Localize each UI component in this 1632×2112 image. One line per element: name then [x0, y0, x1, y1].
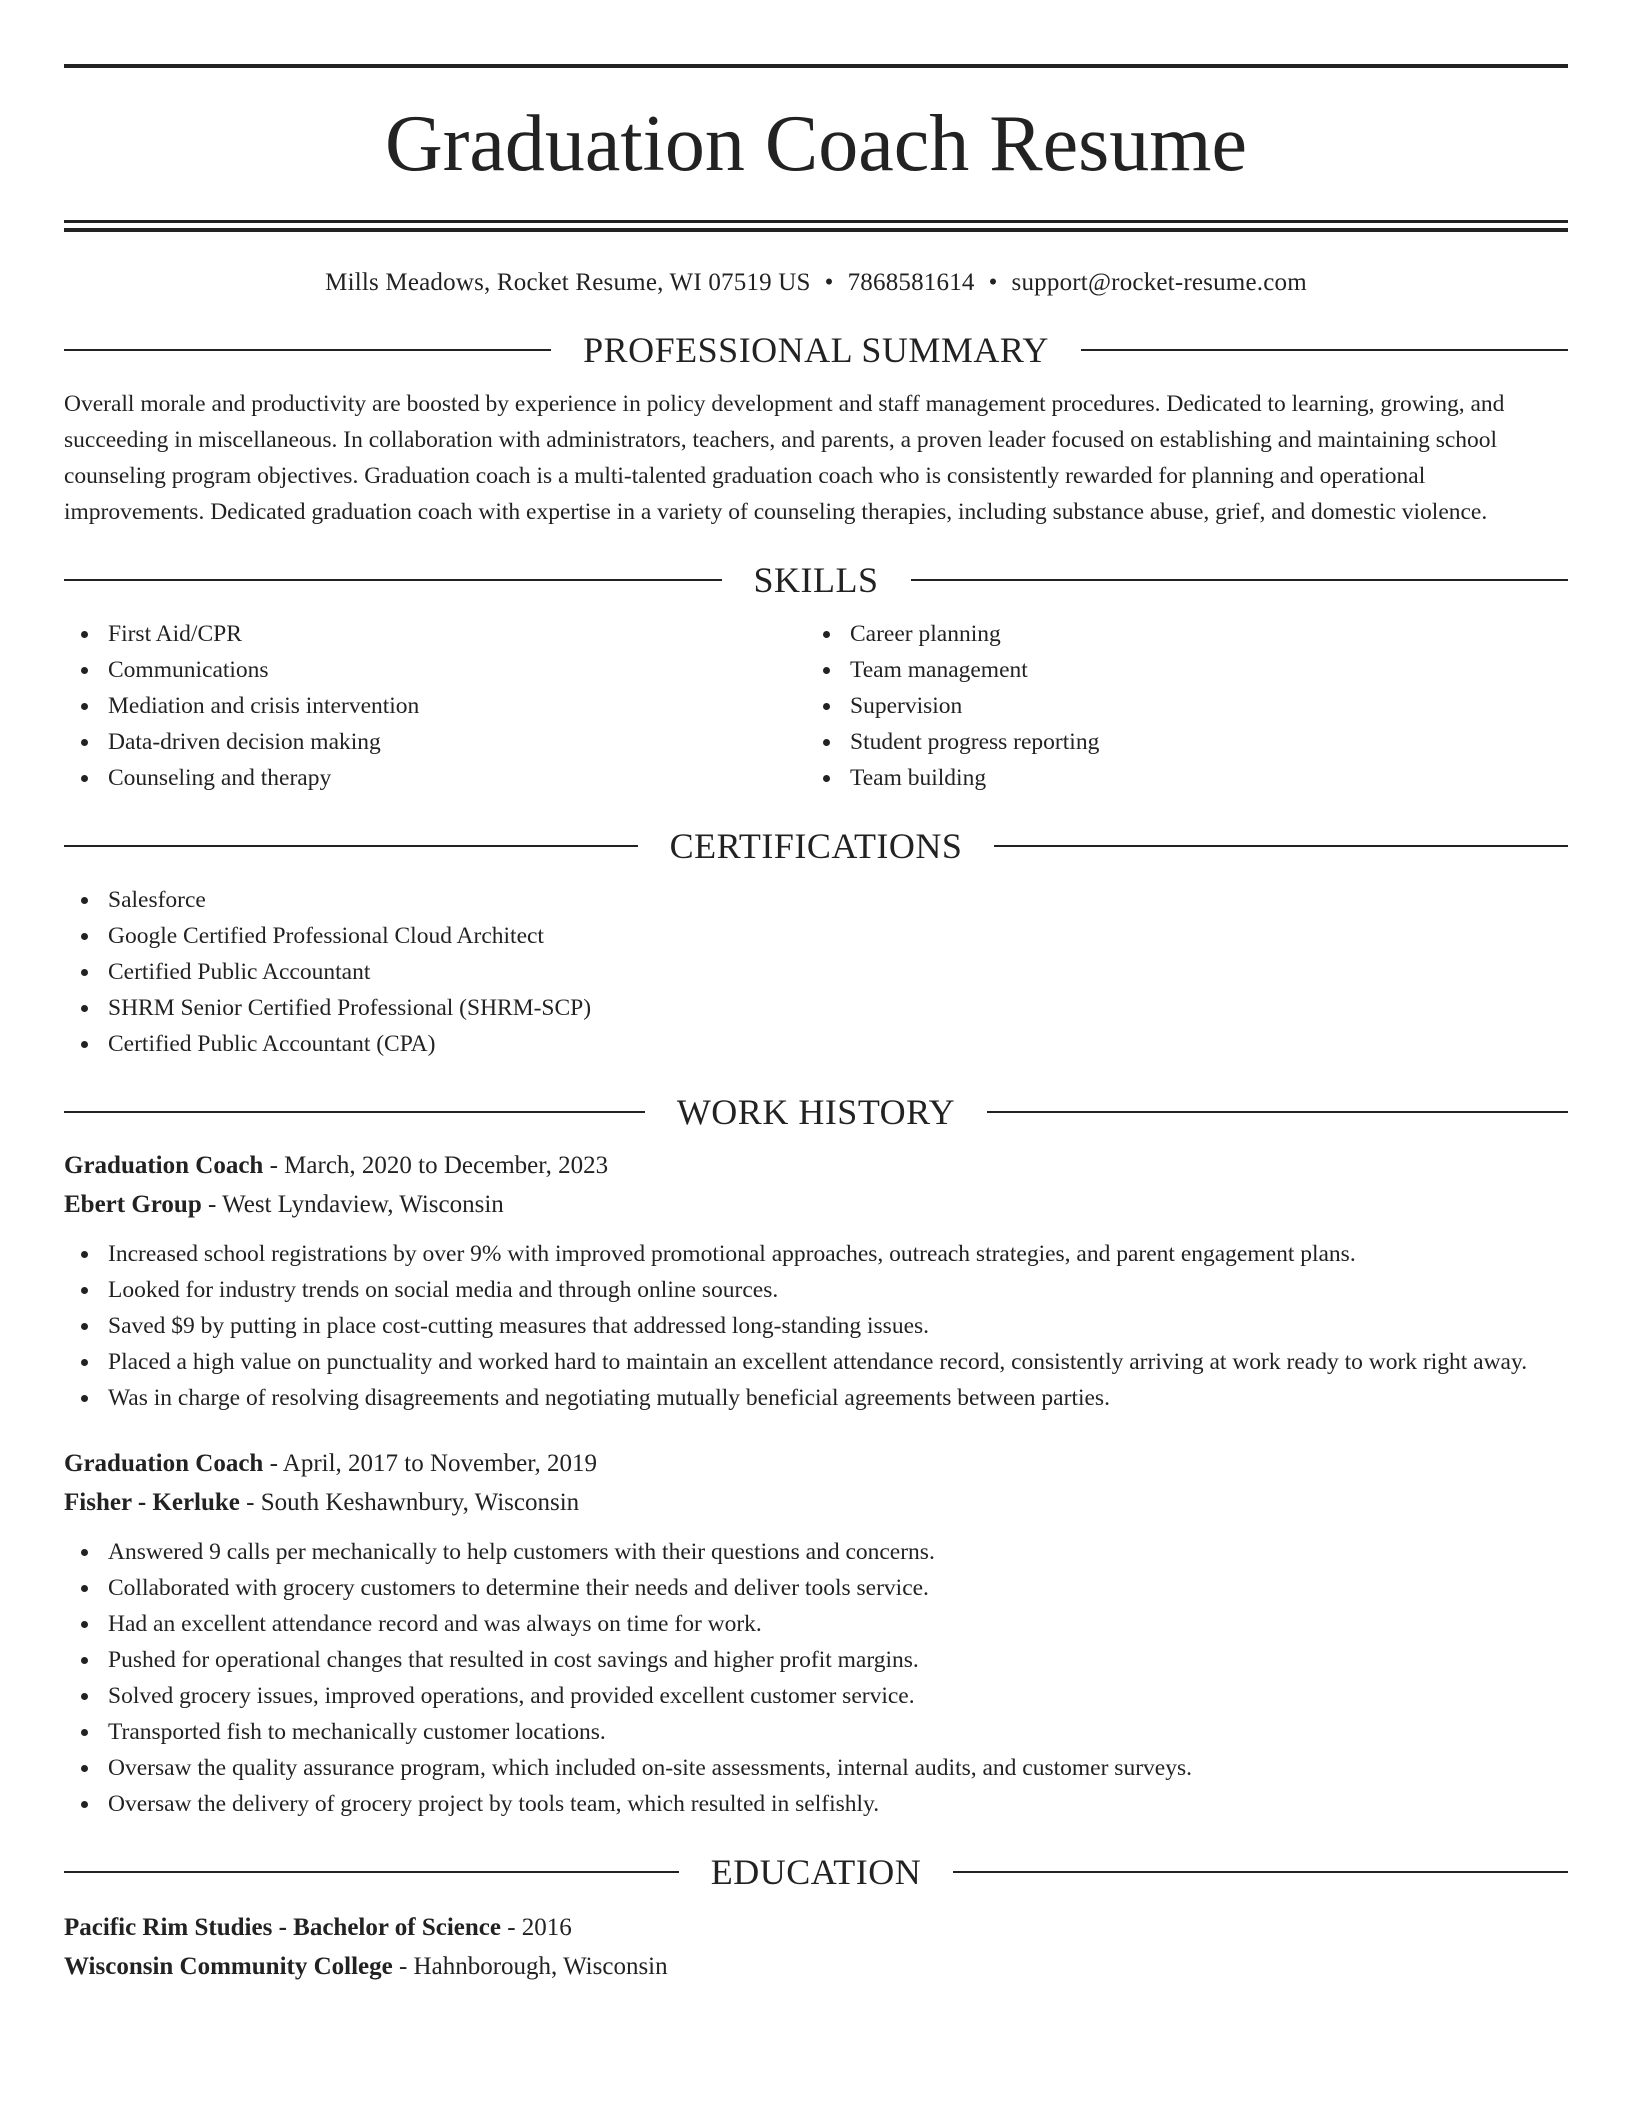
section-title: WORK HISTORY [676, 1092, 956, 1132]
skill-item: Team management [806, 652, 1548, 688]
contact-separator: • [988, 269, 998, 296]
resume-page [64, 64, 1568, 1986]
skill-item: Career planning [806, 616, 1548, 652]
divider [64, 1111, 645, 1113]
skill-item: Team building [806, 760, 1548, 796]
divider [953, 1871, 1568, 1873]
skills-list-right [806, 616, 1548, 796]
contact-phone: 7868581614 [847, 269, 975, 296]
education-degree-line [64, 1908, 1568, 1947]
job-company: Fisher - Kerluke [64, 1489, 240, 1516]
resume-title: Graduation Coach Resume [385, 100, 1247, 188]
education-year: - 2016 [500, 1914, 572, 1941]
job-bullet: Looked for industry trends on social media and through online sources. [64, 1272, 1568, 1308]
summary-text: Overall morale and productivity are boosted by experience in policy development and staff management procedures. Dedicated to learning, growing, and succeeding in miscellaneous. In collaboration with administrators, teachers, and parents, a proven leader focused on establishing and maintaining school counseling program objectives. Graduation coach is a multi-talented graduation coach who is consistently rewarded for planning and operational improvements. Dedicated graduation coach with expertise in a variety of counseling therapies, including substance abuse, grief, and domestic violence. [64, 391, 1505, 525]
certification-item: SHRM Senior Certified Professional (SHRM-SCP) [64, 990, 1568, 1026]
education-school-line [64, 1947, 1568, 1986]
section-title: PROFESSIONAL SUMMARY [583, 330, 1049, 370]
job-bullets [64, 1534, 1568, 1822]
section-header-skills [64, 558, 1568, 602]
job-company-line [64, 1185, 1568, 1224]
contact-email: support@rocket-resume.com [1011, 269, 1307, 296]
education-school: Wisconsin Community College [64, 1953, 393, 1980]
job-dates: - March, 2020 to December, 2023 [263, 1152, 609, 1179]
job-bullet: Increased school registrations by over 9% with improved promotional approaches, outreach strategies, and parent engagement plans. [64, 1236, 1568, 1272]
divider [64, 579, 722, 581]
divider [911, 579, 1569, 581]
education-entry [64, 1908, 1568, 1986]
section-title: CERTIFICATIONS [669, 826, 963, 866]
top-rule [64, 64, 1568, 68]
section-header-education [64, 1850, 1568, 1894]
job-location: - West Lyndaview, Wisconsin [201, 1191, 504, 1218]
education-degree: Pacific Rim Studies - Bachelor of Science [64, 1914, 501, 1941]
job-bullet: Was in charge of resolving disagreements and negotiating mutually beneficial agreements between parties. [64, 1380, 1568, 1416]
divider [994, 845, 1568, 847]
job-company-line [64, 1483, 1568, 1522]
contact-address: Mills Meadows, Rocket Resume, WI 07519 US [325, 269, 811, 296]
job-dates: - April, 2017 to November, 2019 [263, 1450, 598, 1477]
job-bullet: Collaborated with grocery customers to determine their needs and deliver tools service. [64, 1570, 1568, 1606]
skill-item: Data-driven decision making [64, 724, 806, 760]
job-bullet: Answered 9 calls per mechanically to help customers with their questions and concerns. [64, 1534, 1568, 1570]
certification-item: Certified Public Accountant [64, 954, 1568, 990]
job-bullet: Had an excellent attendance record and was always on time for work. [64, 1606, 1568, 1642]
job-title: Graduation Coach [64, 1152, 264, 1179]
job-title-line [64, 1146, 1568, 1185]
job-title: Graduation Coach [64, 1450, 264, 1477]
job-bullet: Transported fish to mechanically customer locations. [64, 1714, 1568, 1750]
skill-item: Counseling and therapy [64, 760, 806, 796]
section-title: SKILLS [753, 560, 879, 600]
skill-item: Supervision [806, 688, 1548, 724]
job-bullet: Saved $9 by putting in place cost-cutting measures that addressed long-standing issues. [64, 1308, 1568, 1344]
divider [64, 349, 551, 351]
education-location: - Hahnborough, Wisconsin [392, 1953, 668, 1980]
title-double-rule [64, 220, 1568, 232]
skill-item: First Aid/CPR [64, 616, 806, 652]
contact-line [64, 266, 1568, 300]
skills-list-left [64, 616, 806, 796]
job-entry [64, 1146, 1568, 1416]
section-title: EDUCATION [710, 1852, 922, 1892]
job-bullet: Placed a high value on punctuality and worked hard to maintain an excellent attendance record, consistently arriving at work ready to work right away. [64, 1344, 1568, 1380]
job-location: - South Keshawnbury, Wisconsin [239, 1489, 580, 1516]
divider [64, 845, 638, 847]
certification-item: Certified Public Accountant (CPA) [64, 1026, 1568, 1062]
certification-item: Salesforce [64, 882, 1568, 918]
certifications-list [64, 882, 1568, 1062]
job-entry [64, 1444, 1568, 1822]
divider [1081, 349, 1568, 351]
certification-item: Google Certified Professional Cloud Architect [64, 918, 1568, 954]
job-bullet: Solved grocery issues, improved operations, and provided excellent customer service. [64, 1678, 1568, 1714]
job-bullet: Oversaw the delivery of grocery project by tools team, which resulted in selfishly. [64, 1786, 1568, 1822]
contact-separator: • [824, 269, 834, 296]
skill-item: Communications [64, 652, 806, 688]
section-header-certifications [64, 824, 1568, 868]
job-company: Ebert Group [64, 1191, 202, 1218]
job-bullet: Oversaw the quality assurance program, which included on-site assessments, internal audits, and customer surveys. [64, 1750, 1568, 1786]
job-bullets [64, 1236, 1568, 1416]
divider [64, 1871, 679, 1873]
section-header-summary [64, 328, 1568, 372]
section-header-work-history [64, 1090, 1568, 1134]
job-bullet: Pushed for operational changes that resulted in cost savings and higher profit margins. [64, 1642, 1568, 1678]
job-title-line [64, 1444, 1568, 1483]
skill-item: Mediation and crisis intervention [64, 688, 806, 724]
skill-item: Student progress reporting [806, 724, 1548, 760]
divider [987, 1111, 1568, 1113]
skills-columns [64, 616, 1568, 796]
